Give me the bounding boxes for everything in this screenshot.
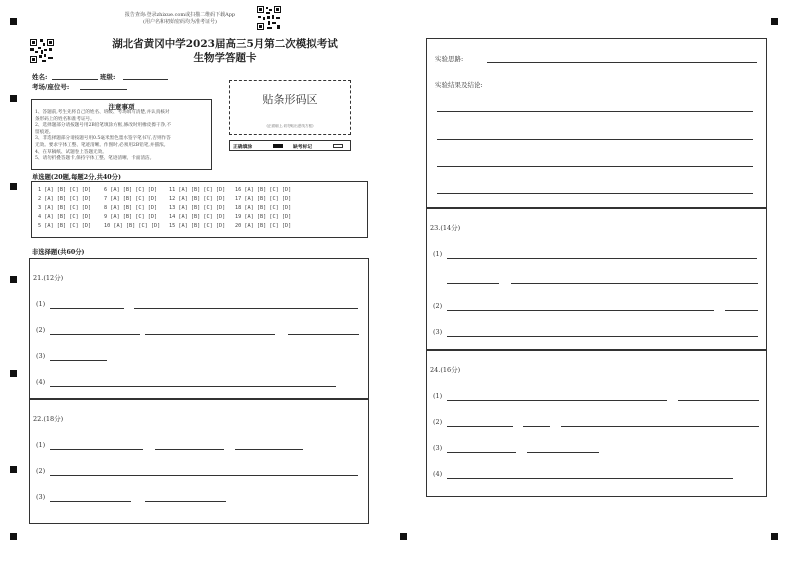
exam-seat-field[interactable] xyxy=(80,89,127,90)
name-field[interactable] xyxy=(52,79,98,80)
q23-label: 23.(14分) xyxy=(430,224,461,232)
q23-box xyxy=(426,208,767,350)
q23-part1-line1[interactable] xyxy=(447,258,757,259)
q24-part3-label: (3) xyxy=(433,444,443,452)
notes-item: 留痕迹。 xyxy=(35,129,54,135)
mc-question-row[interactable]: 1 [A] [B] [C] [D] xyxy=(38,187,92,193)
q22-part3-line2[interactable] xyxy=(145,501,226,502)
q24-part2-label: (2) xyxy=(433,418,443,426)
title-line1: 湖北省黄冈中学2023届高三5月第二次模拟考试 xyxy=(112,38,338,50)
fill-legend xyxy=(229,140,351,151)
registration-mark xyxy=(10,370,17,377)
q23-part3-line1[interactable] xyxy=(447,336,758,337)
registration-mark xyxy=(771,18,778,25)
barcode-note: (正面朝上,切勿贴出虚线方框) xyxy=(266,124,314,128)
q22-part1-line1[interactable] xyxy=(50,449,143,450)
q24-box xyxy=(426,350,767,497)
q21-part1-label: (1) xyxy=(36,300,46,308)
q22-box xyxy=(29,399,369,524)
notes-item: 3、非选择题部分请按题号用0.5毫米黑色墨水签字笔书写,否则作答 xyxy=(35,136,171,142)
q22-part1-line2[interactable] xyxy=(155,449,224,450)
registration-mark xyxy=(771,533,778,540)
q21-label: 21.(12分) xyxy=(33,274,64,282)
mc-question-row[interactable]: 4 [A] [B] [C] [D] xyxy=(38,214,92,220)
mc-question-row[interactable]: 13 [A] [B] [C] [D] xyxy=(169,205,226,211)
mc-question-row[interactable]: 15 [A] [B] [C] [D] xyxy=(169,223,226,229)
report-notice xyxy=(110,12,250,26)
q23-part1-label: (1) xyxy=(433,250,443,258)
class-label: 班级: xyxy=(100,73,116,81)
q22-part1-line3[interactable] xyxy=(235,449,303,450)
q24-part3-line1[interactable] xyxy=(447,452,516,453)
mc-question-row[interactable]: 3 [A] [B] [C] [D] xyxy=(38,205,92,211)
q21-part3-label: (3) xyxy=(36,352,46,360)
experiment-idea-line[interactable] xyxy=(487,62,757,63)
nonmc-heading: 非选择题(共60分) xyxy=(32,249,85,256)
notes-box xyxy=(31,99,212,170)
barcode-label: 贴条形码区 xyxy=(262,93,318,106)
correct-fill-sample xyxy=(273,144,283,148)
q22-part2-label: (2) xyxy=(36,467,46,475)
mc-question-row[interactable]: 10 [A] [B] [C] [D] xyxy=(104,223,161,229)
mc-question-row[interactable]: 19 [A] [B] [C] [D] xyxy=(235,214,292,220)
registration-mark xyxy=(400,533,407,540)
q24-label: 24.(16分) xyxy=(430,366,461,374)
registration-mark xyxy=(10,95,17,102)
notes-item: 2、选择题部分请按题号用2B铅笔填涂方框,修改时用橡皮擦干净,不 xyxy=(35,123,172,129)
mc-question-row[interactable]: 2 [A] [B] [C] [D] xyxy=(38,196,92,202)
q21-part2-line3[interactable] xyxy=(288,334,359,335)
q24-part2-line3[interactable] xyxy=(561,426,759,427)
name-label: 姓名: xyxy=(32,73,48,81)
q24-part1-label: (1) xyxy=(433,392,443,400)
absent-mark-label: 缺考标记 xyxy=(293,144,313,150)
q23-part1-line3[interactable] xyxy=(511,283,758,284)
experiment-idea-label: 实验思路: xyxy=(435,55,464,63)
notes-item: 无效。要求字体工整、笔迹清晰。作图时,必须用2B铅笔,并描浓。 xyxy=(35,142,169,148)
report-notice-line2: (用户名和初始密码均为准考证号) xyxy=(143,19,217,25)
q24-part2-line1[interactable] xyxy=(447,426,513,427)
mc-question-row[interactable]: 9 [A] [B] [C] [D] xyxy=(104,214,158,220)
mc-question-row[interactable]: 18 [A] [B] [C] [D] xyxy=(235,205,292,211)
q21-part1-line2[interactable] xyxy=(134,308,358,309)
mc-question-row[interactable]: 7 [A] [B] [C] [D] xyxy=(104,196,158,202)
notes-item: 1、答题前,考生先将自己的姓名、班级、考场填写清楚,并认真核对 xyxy=(35,110,170,115)
registration-mark xyxy=(10,18,17,25)
q24-part2-line2[interactable] xyxy=(523,426,550,427)
mc-question-row[interactable]: 5 [A] [B] [C] [D] xyxy=(38,223,92,229)
q24-part4-label: (4) xyxy=(433,470,443,478)
mc-question-row[interactable]: 6 [A] [B] [C] [D] xyxy=(104,187,158,193)
mc-heading: 单选题(20题,每题2分,共40分) xyxy=(32,174,121,181)
mc-question-row[interactable]: 20 [A] [B] [C] [D] xyxy=(235,223,292,229)
registration-mark xyxy=(10,466,17,473)
q23-part2-line1[interactable] xyxy=(447,310,714,311)
q21-part3-line1[interactable] xyxy=(50,360,107,361)
experiment-result-line2[interactable] xyxy=(437,139,753,140)
q22-label: 22.(18分) xyxy=(33,415,64,423)
q21-part4-label: (4) xyxy=(36,378,46,386)
page-title xyxy=(60,37,390,65)
experiment-result-line4[interactable] xyxy=(437,193,753,194)
q24-part1-line1[interactable] xyxy=(447,400,667,401)
report-notice-line1: 报告查询:登录zhixue.com或扫描二维码下载App xyxy=(124,12,236,18)
q22-part3-line1[interactable] xyxy=(50,501,131,502)
experiment-result-line1[interactable] xyxy=(437,111,753,112)
notes-item: 5、请勿折叠答题卡,保持字体工整、笔迹清晰、卡面清洁。 xyxy=(35,156,155,162)
registration-mark xyxy=(10,533,17,540)
q21-part2-line2[interactable] xyxy=(145,334,275,335)
mc-question-row[interactable]: 17 [A] [B] [C] [D] xyxy=(235,196,292,202)
qr-code-icon xyxy=(256,5,282,31)
correct-fill-label: 正确填涂 xyxy=(233,144,253,150)
q21-part2-line1[interactable] xyxy=(50,334,140,335)
mc-question-row[interactable]: 12 [A] [B] [C] [D] xyxy=(169,196,226,202)
registration-mark xyxy=(10,183,17,190)
q21-part4-line1[interactable] xyxy=(50,386,336,387)
title-line2: 生物学答题卡 xyxy=(193,52,257,64)
q23-part1-line2[interactable] xyxy=(447,283,499,284)
q24-part3-line2[interactable] xyxy=(527,452,599,453)
mc-question-row[interactable]: 14 [A] [B] [C] [D] xyxy=(169,214,226,220)
q21-box xyxy=(29,258,369,399)
q22-part3-label: (3) xyxy=(36,493,46,501)
notes-item: 条形码上的姓名和准考证号。 xyxy=(35,116,95,122)
q24-part1-line2[interactable] xyxy=(678,400,759,401)
experiment-result-line3[interactable] xyxy=(437,166,753,167)
mc-question-row[interactable]: 8 [A] [B] [C] [D] xyxy=(104,205,158,211)
qr-code-icon xyxy=(29,38,55,64)
q23-part2-line2[interactable] xyxy=(725,310,758,311)
notes-list xyxy=(35,110,211,163)
notes-title: 注意事项 xyxy=(108,103,135,111)
barcode-area xyxy=(229,80,351,135)
registration-mark xyxy=(10,276,17,283)
q21-part1-line1[interactable] xyxy=(50,308,124,309)
mc-question-row[interactable]: 16 [A] [B] [C] [D] xyxy=(235,187,292,193)
q23-part3-label: (3) xyxy=(433,328,443,336)
q21-part2-label: (2) xyxy=(36,326,46,334)
notes-item: 4、在草稿纸、试题卷上答题无效。 xyxy=(35,149,107,155)
class-field[interactable] xyxy=(123,79,168,80)
q22-part1-label: (1) xyxy=(36,441,46,449)
mc-question-row[interactable]: 11 [A] [B] [C] [D] xyxy=(169,187,226,193)
experiment-box xyxy=(426,38,767,208)
exam-seat-label: 考场/座位号: xyxy=(32,83,70,91)
q22-part2-line1[interactable] xyxy=(50,475,358,476)
experiment-result-label: 实验结果及结论: xyxy=(435,81,483,89)
q23-part2-label: (2) xyxy=(433,302,443,310)
absent-mark-box[interactable] xyxy=(333,144,343,148)
q24-part4-line1[interactable] xyxy=(447,478,733,479)
